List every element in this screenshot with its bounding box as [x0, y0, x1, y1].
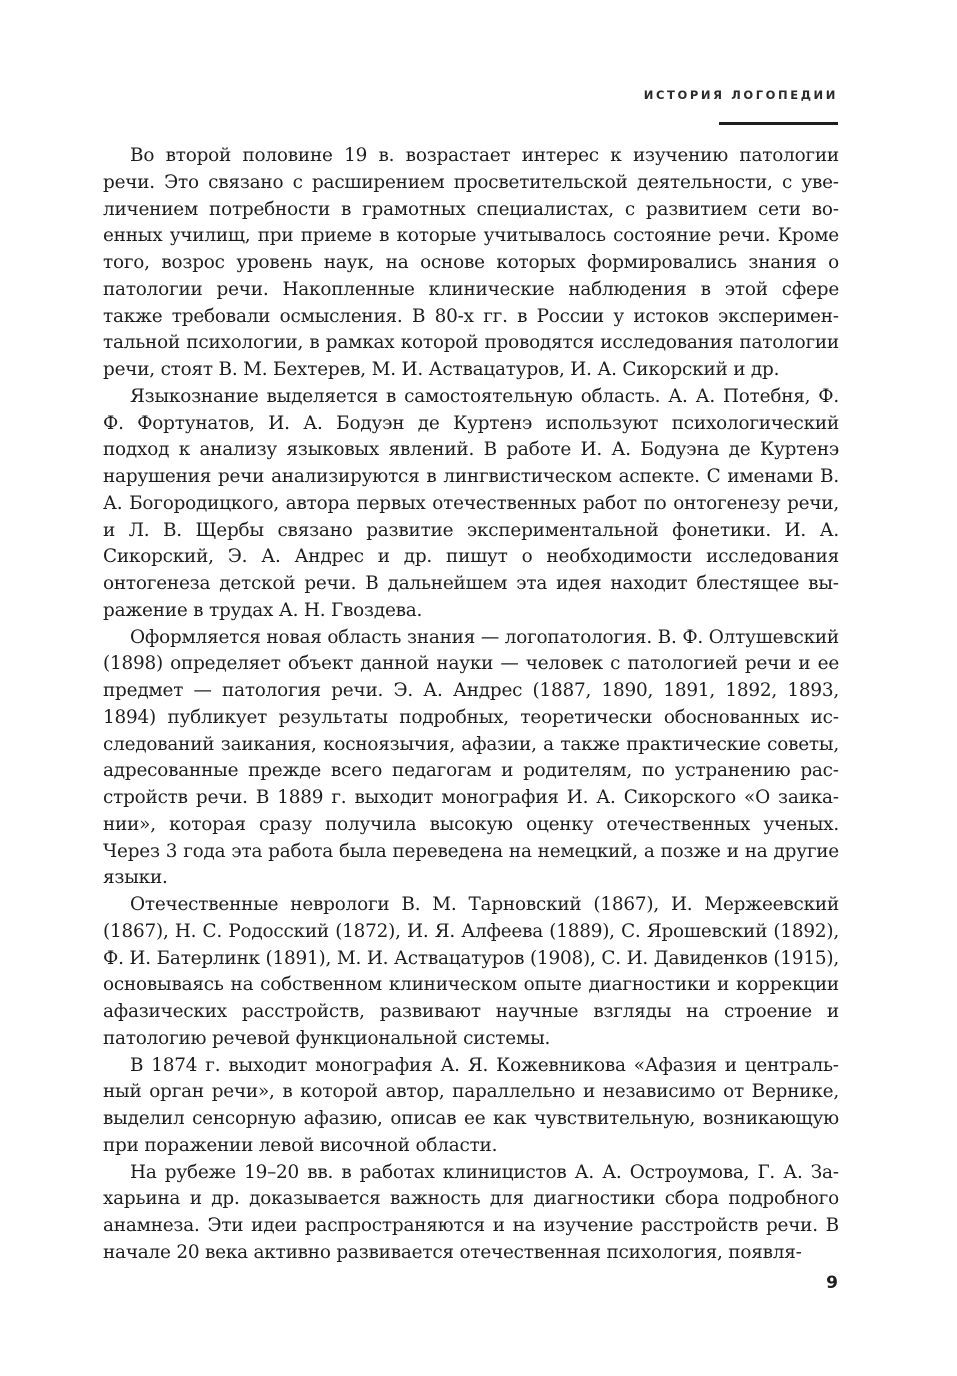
header-rule [719, 122, 838, 125]
running-head: ИСТОРИЯ ЛОГОПЕДИИ [643, 88, 838, 102]
body-text [103, 143, 839, 1267]
paragraph: На рубеже 19–20 вв. в работах клиницистов А. А. Остроумова, Г. А. Захарьина и др. доказывается важность для диагностики сбора подробного анамнеза. Эти идеи распространяются и на изучение расстройств речи. В начале 20 века активно развивается отечественная психология, появля- [103, 1161, 839, 1263]
page-number: 9 [826, 1273, 838, 1293]
paragraph: Языкознание выделяется в самостоятельную область. А. А. Потебня, Ф. Ф. Фортунатов, И. А. Бодуэн де Куртенэ используют психологический подход к анализу языковых явлений. В работе И. А. Бодуэна де Куртенэ нарушения речи анализируются в лингвистическом аспекте. С именами В. А. Богородицкого, автора первых отечественных работ по онтогенезу речи, и Л. В. Щербы связано развитие экспериментальной фонетики. И. А. Сикорский, Э. А. Андрес и др. пишут о необходимости исследования онтогенеза детской речи. В дальнейшем эта идея находит блестящее выражение в трудах А. Н. Гвоздева. [103, 385, 839, 621]
paragraph: Оформляется новая область знания — логопатология. В. Ф. Олтушевский (1898) определяет объект данной науки — человек с патологией речи и ее предмет — патология речи. Э. А. Андрес (1887, 1890, 1891, 1892, 1893, 1894) публикует результаты подробных, теоретически обоснованных исследований заикания, косноязычия, афазии, а также практические советы, адресованные прежде всего педагогам и родителям, по устранению расстройств речи. В 1889 г. выходит монография И. А. Сикорского «О заикании», которая сразу получила высокую оценку отечественных ученых. Через 3 года эта работа была переведена на немецкий, а позже и на другие языки. [103, 626, 839, 889]
paragraph: В 1874 г. выходит монография А. Я. Кожевникова «Афазия и центральный орган речи», в которой автор, параллельно и независимо от Вернике, выделил сенсорную афазию, описав ее как чувствительную, возникающую при поражении левой височной области. [103, 1054, 839, 1156]
paragraph: Отечественные неврологи В. М. Тарновский (1867), И. Мержеевский (1867), Н. С. Родосский (1872), И. Я. Алфеева (1889), С. Ярошевский (1892), Ф. И. Батерлинк (1891), М. И. Аствацатуров (1908), С. И. Давиденков (1915), основываясь на собственном клиническом опыте диагностики и коррекции афазических расстройств, развивают научные взгляды на строение и патологию речевой функциональной системы. [103, 894, 839, 1049]
paragraph: Во второй половине 19 в. возрастает интерес к изучению патологии речи. Это связано с расширением просветительской деятельности, с увеличением потребности в грамотных специалистах, с развитием сети военных училищ, при приеме в которые учитывалось состояние речи. Кроме того, возрос уровень наук, на основе которых формировались знания о патологии речи. Накопленные клинические наблюдения в этой сфере также требовали осмысления. В 80-х гг. в России у истоков экспериментальной психологии, в рамках которой проводятся исследования патологии речи, стоят В. М. Бехтерев, М. И. Аствацатуров, И. А. Сикорский и др. [103, 145, 839, 380]
